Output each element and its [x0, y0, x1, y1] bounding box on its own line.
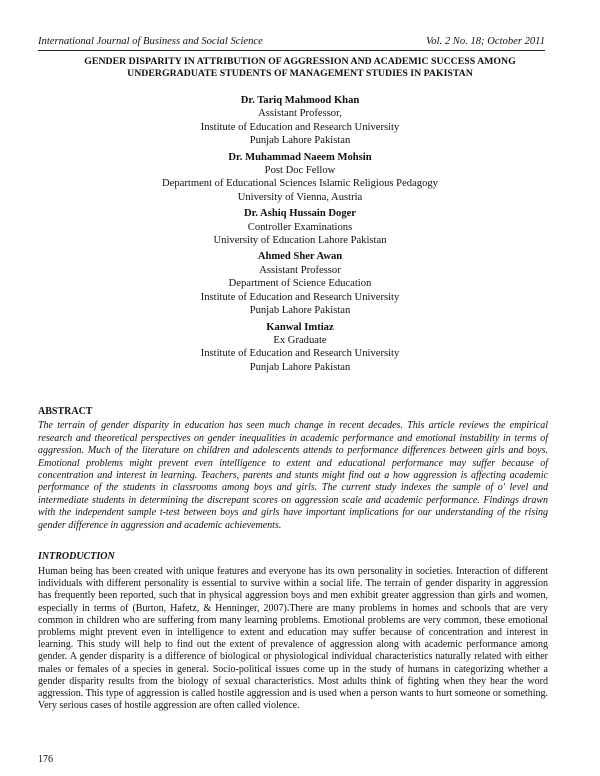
author-affiliation-line: Punjab Lahore Pakistan — [249, 135, 351, 147]
author-affiliation-line: Controller Examinations — [247, 221, 353, 233]
author-2 — [38, 151, 562, 205]
author-4 — [38, 250, 562, 317]
abstract-text: The terrain of gender disparity in education has seen much change in recent decades. This article reviews the empirical research and theoretical perspectives on gender inequalities in academic performance and emotional instability in terms of aggression. Much of the literature on children and adolescents attends to performance differences between girls and boys. Emotional problems might prevent even intelligence to extent and educational performance may suffer because of concentration and interest in learning. Teachers, parents and stunts might find out a how aggression is affecting academic performance of the students in classrooms among boys and girls. The current study indexes the sample of o' level and intermediate students in determining the discrepant scores on aggression scale and academic performance. Findings drawn with the independent sample t-test between boys and girls have important implications for our understanding of the rising gender difference in aggression and academic achievements. — [38, 420, 548, 531]
author-affiliation-line: Institute of Education and Research University — [200, 121, 400, 133]
introduction-heading: INTRODUCTION — [38, 551, 115, 562]
issue-info: Vol. 2 No. 18; October 2011 — [426, 36, 545, 47]
author-5 — [38, 321, 562, 375]
author-affiliation-line: Punjab Lahore Pakistan — [249, 361, 351, 373]
running-header — [38, 36, 545, 51]
author-name: Kanwal Imtiaz — [266, 321, 334, 333]
author-affiliation-line: Institute of Education and Research University — [200, 348, 400, 360]
author-affiliation-line: Assistant Professor — [259, 264, 341, 276]
author-name: Ahmed Sher Awan — [257, 251, 343, 263]
author-name: Dr. Ashiq Hussain Doger — [243, 208, 357, 220]
journal-name: International Journal of Business and Social Science — [38, 36, 263, 47]
author-affiliation-line: Department of Science Education — [228, 278, 372, 290]
author-affiliation-line: Punjab Lahore Pakistan — [249, 305, 351, 317]
author-affiliation-line: University of Vienna, Austria — [237, 191, 363, 203]
author-block — [38, 94, 562, 377]
author-1 — [38, 94, 562, 148]
author-name: Dr. Muhammad Naeem Mohsin — [228, 151, 372, 163]
author-name: Dr. Tariq Mahmood Khan — [240, 95, 360, 106]
author-affiliation-line: Department of Educational Sciences Islamic Religious Pedagogy — [162, 178, 438, 190]
paper-title: GENDER DISPARITY IN ATTRIBUTION OF AGGRESSION AND ACADEMIC SUCCESS AMONG UNDERGRADUATE STUDENTS OF MANAGEMENT STUDIES IN PAKISTAN — [84, 56, 516, 79]
author-affiliation-line: University of Education Lahore Pakistan — [213, 235, 387, 247]
author-affiliation-line: Institute of Education and Research University — [200, 291, 400, 303]
page-number: 176 — [38, 754, 53, 765]
author-3 — [38, 207, 562, 247]
abstract-heading: ABSTRACT — [38, 406, 93, 417]
abstract-section — [38, 406, 548, 532]
author-affiliation-line: Assistant Professor, — [258, 108, 342, 120]
introduction-text: Human being has been created with unique features and everyone has its own personality in societies. Interaction of different individuals with different personality is essential to survive within a social life. The terrain of gender disparity in aggression has frequently been reported, such that in physical aggression boys and men exhibit greater aggression than girls and women, especially in terms of (Burton, Hafetz, & Henninger, 2007).There are many problems in homes and schools that are very common in children who are suffering from many learning problems. Emotional problems are very common, these emotional problems might prevent even in intelligence to extent and education may suffer because of concentration and interest in learning. This study will help to find out the extent of prevalence of aggression along with academic performance among gender. A gender disparity is a difference of biological or physiological individual characteristics naturally related with either males or females of a species in general. Socio-political issues come up in the study of humans in categorizing whether a gender disparity results from the biology of sexual characteristics. Most adults think of fighting when they hear the word aggression. This type of aggression is called hostile aggression and is used when a person wants to hurt someone or something. Very serious cases of hostile aggression are often called violence. — [38, 566, 548, 712]
author-affiliation-line: Ex Graduate — [273, 334, 327, 346]
author-affiliation-line: Post Doc Fellow — [264, 165, 336, 177]
